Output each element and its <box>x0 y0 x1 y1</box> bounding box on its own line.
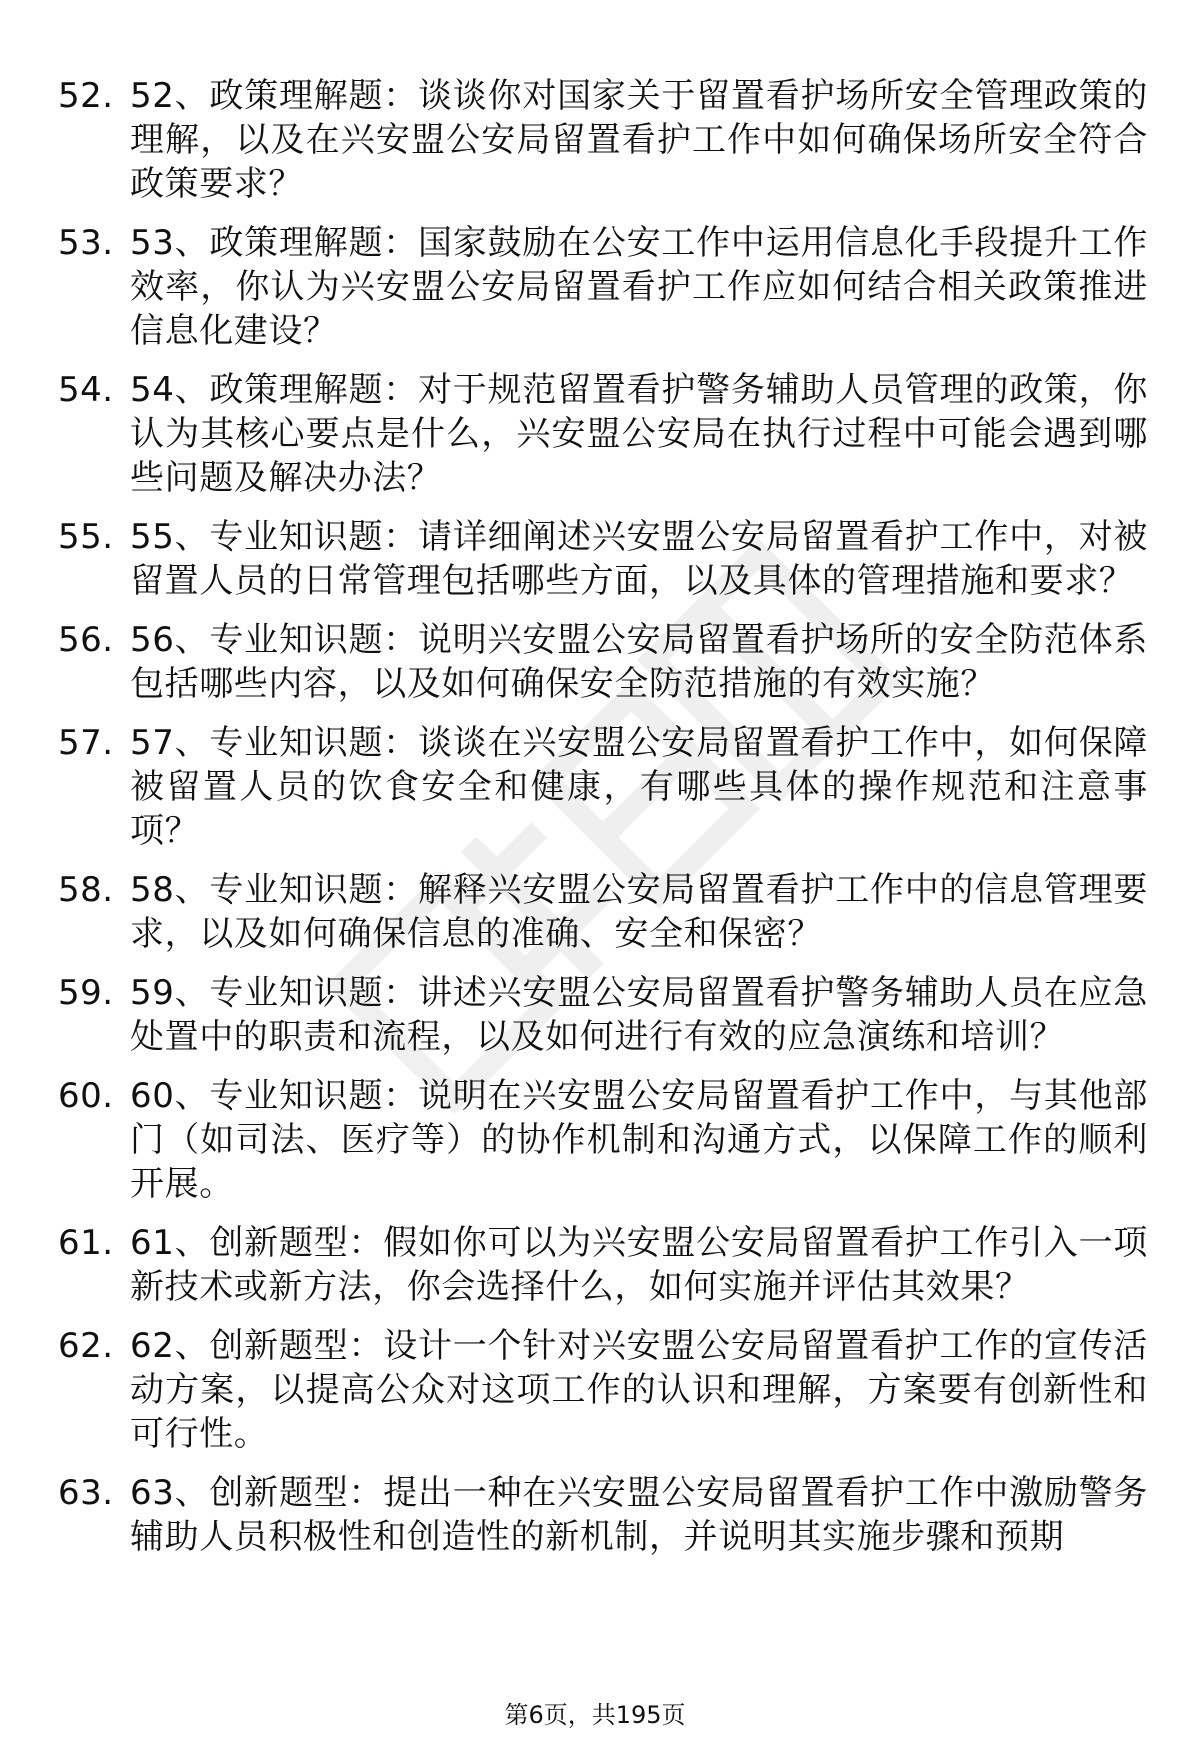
list-item <box>58 971 1148 1059</box>
page-footer <box>0 1700 1190 1730</box>
question-text: 53、政策理解题：国家鼓励在公安工作中运用信息化手段提升工作效率，你认为兴安盟公安局留置看护工作应如何结合相关政策推进信息化建设？ <box>130 223 1148 351</box>
question-text: 60、专业知识题：说明在兴安盟公安局留置看护工作中，与其他部门（如司法、医疗等）的协作机制和沟通方式，以保障工作的顺利开展。 <box>130 1076 1148 1204</box>
question-number: 54. <box>58 370 114 410</box>
list-item <box>58 221 1148 353</box>
list-item <box>58 1074 1148 1206</box>
question-number: 58. <box>58 870 114 910</box>
question-text: 52、政策理解题：谈谈你对国家关于留置看护场所安全管理政策的理解，以及在兴安盟公安局留置看护工作中如何确保场所安全符合政策要求？ <box>130 76 1148 204</box>
question-text: 58、专业知识题：解释兴安盟公安局留置看护工作中的信息管理要求，以及如何确保信息的准确、安全和保密？ <box>130 870 1148 954</box>
question-text: 54、政策理解题：对于规范留置看护警务辅助人员管理的政策，你认为其核心要点是什么，兴安盟公安局在执行过程中可能会遇到哪些问题及解决办法？ <box>130 370 1148 498</box>
question-text: 55、专业知识题：请详细阐述兴安盟公安局留置看护工作中，对被留置人员的日常管理包括哪些方面，以及具体的管理措施和要求？ <box>130 517 1148 601</box>
question-number: 59. <box>58 973 114 1013</box>
list-item <box>58 721 1148 853</box>
list-item <box>58 1324 1148 1456</box>
question-text: 56、专业知识题：说明兴安盟公安局留置看护场所的安全防范体系包括哪些内容，以及如何确保安全防范措施的有效实施？ <box>130 620 1148 704</box>
list-item <box>58 515 1148 603</box>
list-item <box>58 868 1148 956</box>
question-text: 59、专业知识题：讲述兴安盟公安局留置看护警务辅助人员在应急处置中的职责和流程，以及如何进行有效的应急演练和培训？ <box>130 973 1148 1057</box>
question-number: 53. <box>58 223 114 263</box>
question-text: 62、创新题型：设计一个针对兴安盟公安局留置看护工作的宣传活动方案，以提高公众对这项工作的认识和理解，方案要有创新性和可行性。 <box>130 1326 1148 1454</box>
question-number: 63. <box>58 1473 114 1513</box>
list-item <box>58 1471 1148 1559</box>
question-number: 56. <box>58 620 114 660</box>
question-number: 55. <box>58 517 114 557</box>
list-item <box>58 618 1148 706</box>
question-text: 57、专业知识题：谈谈在兴安盟公安局留置看护工作中，如何保障被留置人员的饮食安全和健康，有哪些具体的操作规范和注意事项？ <box>130 723 1148 851</box>
question-number: 62. <box>58 1326 114 1366</box>
list-item <box>58 368 1148 500</box>
question-number: 52. <box>58 76 114 116</box>
list-item <box>58 74 1148 206</box>
list-item <box>58 1221 1148 1309</box>
question-list <box>58 74 1148 1574</box>
question-number: 57. <box>58 723 114 763</box>
question-text: 63、创新题型：提出一种在兴安盟公安局留置看护工作中激励警务辅助人员积极性和创造性的新机制，并说明其实施步骤和预期 <box>130 1473 1148 1557</box>
page-number-label: 第6页，共195页 <box>504 1701 686 1729</box>
question-number: 60. <box>58 1076 114 1116</box>
question-number: 61. <box>58 1223 114 1263</box>
question-text: 61、创新题型：假如你可以为兴安盟公安局留置看护工作引入一项新技术或新方法，你会选择什么，如何实施并评估其效果？ <box>130 1223 1148 1307</box>
